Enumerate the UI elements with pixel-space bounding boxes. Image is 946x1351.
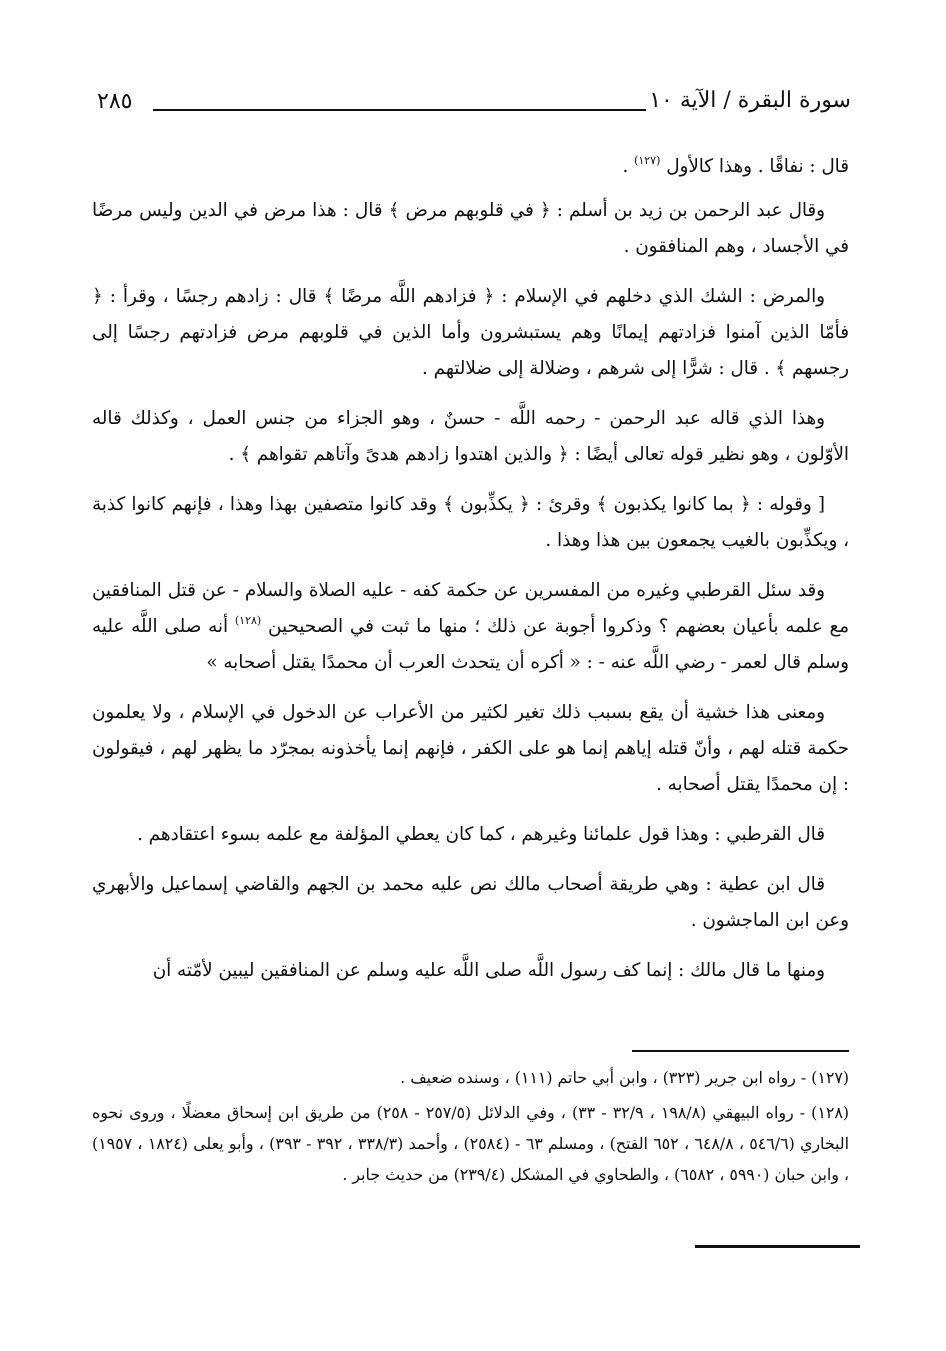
footnote-127: (١٢٧) - رواه ابن جرير (٣٢٣) ، وابن أبي حاتم (١١١) ، وسنده ضعيف . (400, 1068, 849, 1087)
paragraph-6-text: وقد سئل القرطبي وغيره من المفسرين عن حكمة كفه - عليه الصلاة والسلام - عن قتل المنافقين مع علمه بأعيان بعضهم ؟ وذكروا أجوبة عن ذلك ؛ منها ما ثبت في الصحيحين (92, 580, 849, 637)
footnotes-separator (632, 1050, 849, 1052)
page-number: ٢٨٥ (97, 89, 133, 114)
footnote-ref-128: (١٢٨) (234, 614, 262, 627)
header-rule (153, 109, 646, 111)
paragraph-6-continuation: أنه صلى اللَّه عليه وسلم قال لعمر - رضي اللَّه عنه - : « أكره أن يتحدث العرب أن محمدًا يقتل أصحابه » (92, 616, 849, 673)
footnotes-section (92, 1050, 849, 1190)
paragraph-9: قال ابن عطية : وهي طريقة أصحاب مالك نص عليه محمد بن الجهم والقاضي إسماعيل والأبهري وعن ابن الماجشون . (92, 874, 849, 931)
paragraph-3: والمرض : الشك الذي دخلهم في الإسلام : ﴿ فزادهم اللَّه مرضًا ﴾ قال : زادهم رجسًا ، وقرأ : ﴿ فأمّا الذين آمنوا فزادتهم إيمانًا وهم يستبشرون وأما الذين في قلوبهم مرض فزادتهم رجسًا إلى رجسهم ﴾ . قال : شرًّا إلى شرهم ، وضلالة إلى ضلالتهم . (92, 286, 849, 379)
footnotes-end-rule (695, 1245, 860, 1248)
running-title: سورة البقرة / الآية ١٠ (649, 88, 851, 113)
paragraph-10: ومنها ما قال مالك : إنما كف رسول اللَّه صلى اللَّه عليه وسلم عن المنافقين ليبين لأمّته أن (152, 960, 825, 981)
main-text (92, 149, 849, 1003)
period: . (622, 156, 629, 177)
footnote-128: (١٢٨) - رواه البيهقي (١٩٨/٨ ، ٣٢/٩ - ٣٣) ، وفي الدلائل (٢٥٧/٥ - ٢٥٨) من طريق ابن إسحاق معضلًا ، وروى نحوه البخاري (٥٤٦/٦ ، ٦٤٨/٨ ، ٦٥٢ الفتح) ، ومسلم ٦٣ - (٢٥٨٤) ، وأحمد (٣٣٨/٣ ، ٣٩٢ - ٣٩٣) ، وأبو يعلى (١٨٢٤ ، ١٩٥٧) ، وابن حبان (٥٩٩٠ ، ٦٥٨٢) ، والطحاوي في المشكل (٢٣٩/٤) من حديث جابر . (92, 1103, 849, 1184)
paragraph-4: وهذا الذي قاله عبد الرحمن - رحمه اللَّه - حسنٌ ، وهو الجزاء من جنس العمل ، وكذلك قاله الأوّلون ، وهو نظير قوله تعالى أيضًا : ﴿ والذين اهتدوا زادهم هدىً وآتاهم تقواهم ﴾ . (92, 408, 849, 465)
paragraph-1 (92, 149, 849, 185)
paragraph-8: قال القرطبي : وهذا قول علمائنا وغيرهم ، كما كان يعطي المؤلفة مع علمه بسوء اعتقادهم . (137, 824, 825, 845)
paragraph-1-text: قال : نفاقًا . وهذا كالأول (666, 156, 849, 177)
page-header (95, 78, 851, 118)
paragraph-2: وقال عبد الرحمن بن زيد بن أسلم : ﴿ في قلوبهم مرض ﴾ قال : هذا مرض في الدين وليس مرضًا في الأجساد ، وهم المنافقون . (92, 200, 849, 257)
paragraph-7: ومعنى هذا خشية أن يقع بسبب ذلك تغير لكثير من الأعراب عن الدخول في الإسلام ، ولا يعلمون حكمة قتله لهم ، وأنّ قتله إياهم إنما هو على الكفر ، فإنهم إنما يأخذونه بمجرّد ما يظهر لهم ، فيقولون : إن محمدًا يقتل أصحابه . (92, 702, 849, 795)
paragraph-5: [ وقوله : ﴿ بما كانوا يكذبون ﴾ وقرئ : ﴿ يكذِّبون ﴾ وقد كانوا متصفين بهذا وهذا ، فإنهم كانوا كذبة ، ويكذِّبون بالغيب يجمعون بين هذا وهذا . (92, 494, 849, 551)
paragraph-6 (92, 573, 849, 681)
footnote-ref-127: (١٢٧) (634, 154, 661, 167)
